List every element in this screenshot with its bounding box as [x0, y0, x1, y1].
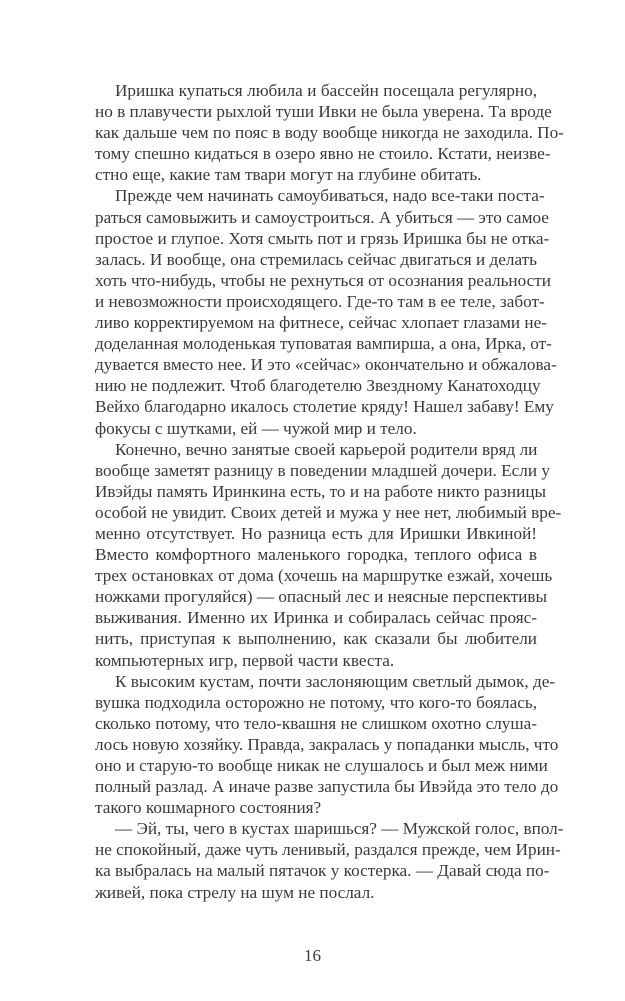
- text-line: выживания. Именно их Иринка и собиралась сейчас прояс-: [95, 608, 537, 628]
- text-line: доделанная молоденькая туповатая вампирша, а она, Ирка, от-: [95, 334, 552, 354]
- paragraph: [95, 671, 559, 819]
- text-line: нию не подлежит. Чтоб благодетелю Звездному Канатоходцу: [95, 376, 541, 396]
- text-line: фокусы с шутками, ей — чужой мир и тело.: [95, 418, 417, 438]
- text-line: оно и старую-то вообще никак не слушалось и был меж ними: [95, 756, 548, 775]
- text-line: ка выбралась на малый пятачок у костерка. — Давай сюда по-: [95, 861, 550, 881]
- text-line: вушка подходила осторожно не потому, что кого-то боялась,: [95, 692, 537, 712]
- text-line: хоть что-нибудь, чтобы не рехнуться от осознания реальности: [95, 270, 551, 290]
- page-number: 16: [304, 946, 321, 965]
- paragraph: [95, 818, 564, 902]
- text-line: нить, приступая к выполнению, как сказали бы любители: [95, 629, 537, 649]
- text-line: Конечно, вечно занятые своей карьерой родители вряд ли: [115, 439, 538, 459]
- text-line: такого кошмарного состояния?: [95, 798, 322, 818]
- book-page-body: [95, 80, 564, 903]
- text-line: но в плавучести рыхлой туши Ивки не была уверена. Та вроде: [95, 102, 552, 122]
- text-line: лось новую хозяйку. Правда, закралась у попаданки мысль, что: [95, 734, 559, 754]
- text-line: залась. И вообще, она стремилась сейчас двигаться и делать: [95, 249, 537, 269]
- text-line: как дальше чем по пояс в воду вообще никогда не заходила. По-: [95, 123, 564, 143]
- text-line: Вейхо благодарно икалось столетие кряду! Нашел забаву! Ему: [95, 397, 554, 417]
- paragraph: [95, 185, 557, 438]
- text-line: стно еще, какие там твари могут на глубине обитать.: [95, 165, 482, 185]
- text-line: простое и глупое. Хотя смыть пот и грязь Иришка бы не отка-: [95, 228, 550, 248]
- text-line: ливо корректируемом на фитнесе, сейчас хлопает глазами не-: [95, 313, 547, 333]
- text-line: особой не увидит. Своих детей и мужа у нее нет, любимый вре-: [95, 502, 562, 522]
- text-line: вообще заметят разницу в поведении младшей дочери. Если у: [95, 460, 550, 480]
- text-line: ножками прогуляйся) — опасный лес и неясные перспективы: [95, 587, 548, 607]
- text-line: компьютерных игр, первой части квеста.: [95, 650, 395, 670]
- paragraph: [95, 439, 562, 671]
- text-line: полный разлад. А иначе разве запустила бы Ивэйда это тело до: [95, 777, 559, 797]
- text-line: Иришка купаться любила и бассейн посещала регулярно,: [115, 81, 537, 100]
- text-line: Ивэйды память Иринкина есть, то и на работе никто разницы: [95, 481, 547, 501]
- text-line: не спокойный, даже чуть ленивый, раздался прежде, чем Ирин-: [95, 840, 561, 860]
- text-line: дувается вместо нее. И это «сейчас» окончательно и обжалова-: [95, 355, 557, 375]
- text-line: тому спешно кидаться в озеро явно не стоило. Кстати, неизве-: [95, 144, 551, 164]
- text-line: Вместо комфортного маленького городка, теплого офиса в: [95, 545, 537, 565]
- text-line: раться самовыжить и самоустроиться. А убиться — это самое: [95, 207, 549, 227]
- text-line: — Эй, ты, чего в кустах шаришься? — Мужской голос, впол-: [115, 819, 564, 839]
- paragraph: [95, 80, 564, 185]
- text-line: трех остановках от дома (хочешь на маршрутке езжай, хочешь: [95, 566, 553, 586]
- text-line: и невозможности происходящего. Где-то там в ее теле, забот-: [95, 291, 545, 311]
- text-line: живей, пока стрелу на шум не послал.: [95, 882, 375, 902]
- text-line: менно отсутствует. Но разница есть для Иришки Ивкиной!: [95, 523, 537, 543]
- text-line: сколько потому, что тело-квашня не слишком охотно слуша-: [95, 713, 537, 733]
- text-line: Прежде чем начинать самоубиваться, надо все-таки поста-: [115, 186, 545, 206]
- text-line: К высоким кустам, почти заслоняющим светлый дымок, де-: [115, 671, 556, 691]
